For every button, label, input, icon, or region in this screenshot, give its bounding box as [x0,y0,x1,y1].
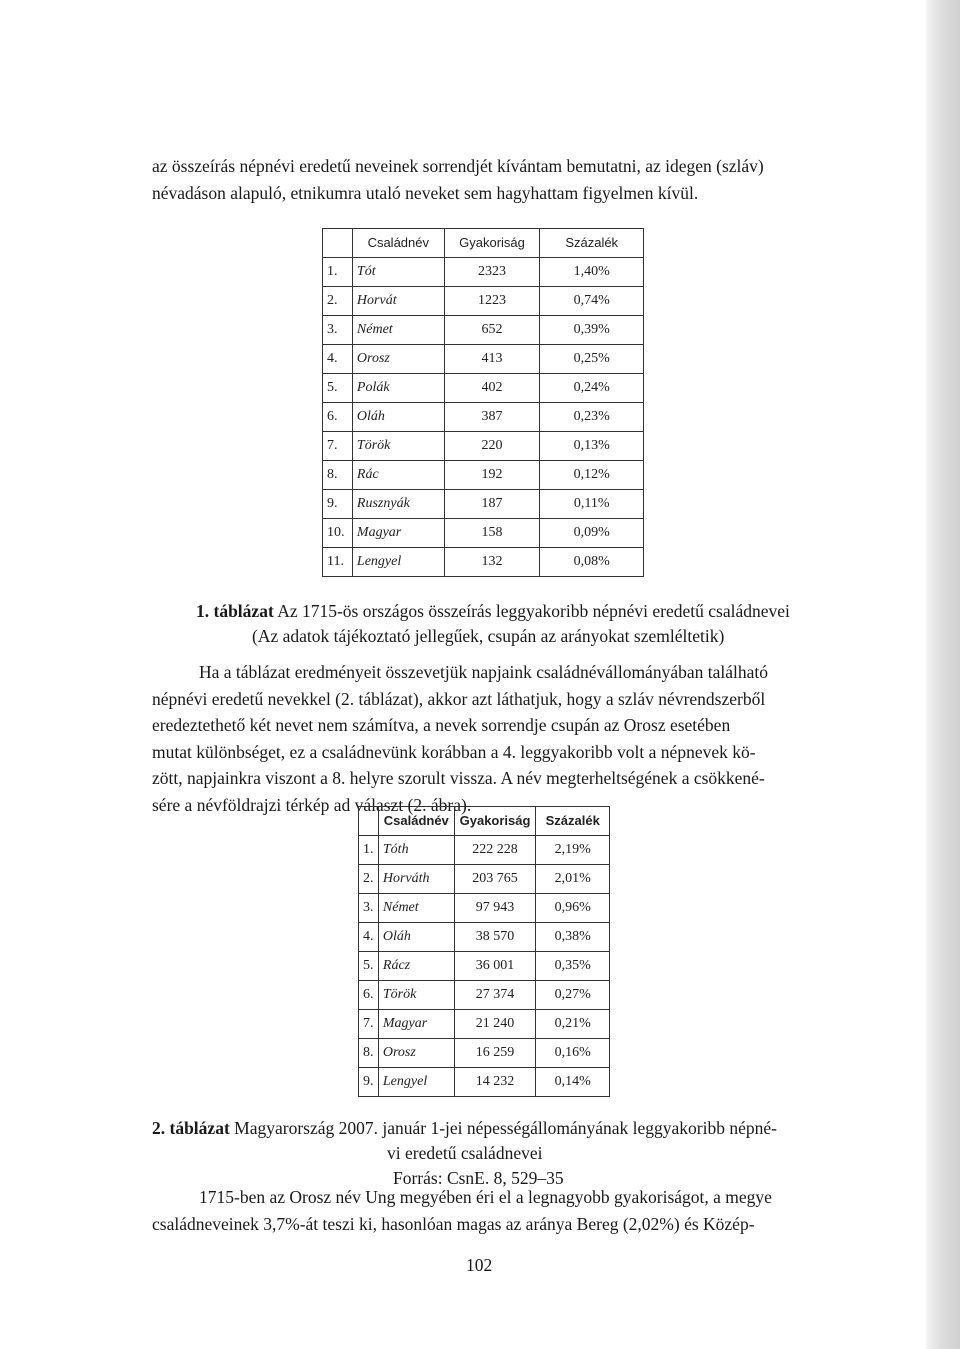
caption-text: Magyarország 2007. január 1-jei népességállományának leggyakoribb népné- [229,1118,777,1138]
table-row [359,836,610,865]
frequency-cell: 14 232 [454,1068,536,1097]
rank-cell: 11. [323,548,353,577]
percent-cell: 0,35% [536,952,610,981]
text-line: eredeztethető két nevet nem számítva, a nevek sorrendje csupán az Orosz esetében [152,715,731,736]
table-row [323,287,644,316]
surname-cell: Török [378,981,454,1010]
percent-cell: 0,21% [536,1010,610,1039]
percent-cell: 0,09% [540,519,644,548]
percent-cell: 0,24% [540,374,644,403]
surname-cell: Rusznyák [352,490,444,519]
frequency-cell: 158 [444,519,540,548]
table1-caption [196,599,790,624]
table-row [323,316,644,345]
frequency-cell: 402 [444,374,540,403]
rank-cell: 4. [359,923,379,952]
caption-label: 1. táblázat [196,601,274,621]
table-body [359,836,610,1097]
text-line: névadáson alapuló, etnikumra utaló neveket sem hagyhattam figyelmen kívül. [152,182,699,203]
rank-cell: 10. [323,519,353,548]
percent-cell: 0,16% [536,1039,610,1068]
comparison-paragraph [152,659,814,819]
rank-cell: 3. [323,316,353,345]
table2-source: Forrás: CsnE. 8, 529–35 [393,1168,564,1188]
surname-cell: Lengyel [378,1068,454,1097]
frequency-cell: 387 [444,403,540,432]
rank-cell: 4. [323,345,353,374]
surname-cell: Polák [352,374,444,403]
surname-cell: Tót [352,258,444,287]
text-line: családneveinek 3,7%-át teszi ki, hasonlóan magas az aránya Bereg (2,02%) és Közép- [152,1213,755,1234]
text-line: 1715-ben az Orosz név Ung megyében éri el a legnagyobb gyakoriságot, a megye [199,1187,772,1207]
surname-cell: Orosz [352,345,444,374]
surname-cell: Tóth [378,836,454,865]
table-row [359,865,610,894]
table-row [323,519,644,548]
percent-cell: 2,01% [536,865,610,894]
percent-cell: 0,14% [536,1068,610,1097]
frequency-cell: 203 765 [454,865,536,894]
table-row [359,923,610,952]
percent-cell: 2,19% [536,836,610,865]
rank-cell: 1. [359,836,379,865]
page-number: 102 [466,1255,493,1275]
percent-cell: 0,39% [540,316,644,345]
table-row [323,548,644,577]
percent-cell: 0,38% [536,923,610,952]
percent-cell: 0,12% [540,461,644,490]
surname-cell: Német [352,316,444,345]
table-row [323,432,644,461]
table-row [323,258,644,287]
percent-cell: 0,27% [536,981,610,1010]
rank-cell: 6. [359,981,379,1010]
header-percent: Százalék [540,229,644,258]
percent-cell: 1,40% [540,258,644,287]
text-line: sére a névföldrajzi térkép ad választ (2. ábra). [152,794,472,815]
table-row [359,1010,610,1039]
percent-cell: 0,11% [540,490,644,519]
surname-cell: Lengyel [352,548,444,577]
table-row [359,894,610,923]
header-frequency: Gyakoriság [444,229,540,258]
text-line: zött, napjainkra viszont a 8. helyre szorult vissza. A név megterheltségének a csökkené- [152,768,765,789]
table-row [359,952,610,981]
percent-cell: 0,96% [536,894,610,923]
surname-cell: Magyar [352,519,444,548]
rank-cell: 8. [323,461,353,490]
table-row [323,374,644,403]
rank-cell: 2. [323,287,353,316]
text-line: népnévi eredetű nevekkel (2. táblázat), akkor azt láthatjuk, hogy a szláv névrendszerből [152,688,766,709]
header-frequency: Gyakoriság [454,807,536,836]
rank-cell: 8. [359,1039,379,1068]
frequency-cell: 652 [444,316,540,345]
table-header-row [323,229,644,258]
text-line: Ha a táblázat eredményeit összevetjük napjaink családnévállományában található [199,662,768,682]
rank-cell: 7. [359,1010,379,1039]
table-1715-surnames [322,228,644,577]
frequency-cell: 2323 [444,258,540,287]
frequency-cell: 27 374 [454,981,536,1010]
table-header-row [359,807,610,836]
frequency-cell: 21 240 [454,1010,536,1039]
table-row [323,403,644,432]
caption-label: 2. táblázat [152,1118,230,1138]
percent-cell: 0,25% [540,345,644,374]
surname-cell: Oláh [378,923,454,952]
frequency-cell: 187 [444,490,540,519]
surname-cell: Rácz [378,952,454,981]
header-rank [359,807,379,836]
header-rank [323,229,353,258]
table-row [359,1068,610,1097]
table2-caption [152,1116,777,1141]
rank-cell: 5. [359,952,379,981]
frequency-cell: 16 259 [454,1039,536,1068]
rank-cell: 2. [359,865,379,894]
rank-cell: 5. [323,374,353,403]
rank-cell: 1. [323,258,353,287]
frequency-cell: 1223 [444,287,540,316]
surname-cell: Magyar [378,1010,454,1039]
intro-paragraph [152,153,814,206]
header-surname: Családnév [352,229,444,258]
rank-cell: 3. [359,894,379,923]
frequency-cell: 192 [444,461,540,490]
percent-cell: 0,13% [540,432,644,461]
surname-cell: Német [378,894,454,923]
surname-cell: Orosz [378,1039,454,1068]
frequency-cell: 97 943 [454,894,536,923]
surname-cell: Török [352,432,444,461]
table-body [323,258,644,577]
surname-cell: Horváth [378,865,454,894]
table-2007-surnames [358,806,610,1097]
header-percent: Százalék [536,807,610,836]
surname-cell: Rác [352,461,444,490]
closing-paragraph [152,1184,814,1237]
text-line: az összeírás népnévi eredetű neveinek sorrendjét kívántam bemutatni, az idegen (szláv) [152,156,764,176]
table-row [359,981,610,1010]
table-row [323,490,644,519]
table-row [323,461,644,490]
percent-cell: 0,08% [540,548,644,577]
frequency-cell: 220 [444,432,540,461]
surname-cell: Oláh [352,403,444,432]
frequency-cell: 413 [444,345,540,374]
rank-cell: 7. [323,432,353,461]
rank-cell: 9. [323,490,353,519]
text-line: mutat különbséget, ez a családnevünk korábban a 4. leggyakoribb volt a népnevek kö- [152,741,756,762]
table-row [323,345,644,374]
table1-caption-note: (Az adatok tájékoztató jellegűek, csupán az arányokat szemléltetik) [252,626,725,646]
frequency-cell: 36 001 [454,952,536,981]
rank-cell: 6. [323,403,353,432]
frequency-cell: 38 570 [454,923,536,952]
frequency-cell: 222 228 [454,836,536,865]
rank-cell: 9. [359,1068,379,1097]
caption-text: Az 1715-ös országos összeírás leggyakoribb népnévi eredetű családnevei [273,601,790,621]
frequency-cell: 132 [444,548,540,577]
percent-cell: 0,23% [540,403,644,432]
page-edge-shadow [926,0,960,1349]
table2-caption-continued: vi eredetű családnevei [387,1143,543,1163]
surname-cell: Horvát [352,287,444,316]
percent-cell: 0,74% [540,287,644,316]
table-row [359,1039,610,1068]
header-surname: Családnév [378,807,454,836]
